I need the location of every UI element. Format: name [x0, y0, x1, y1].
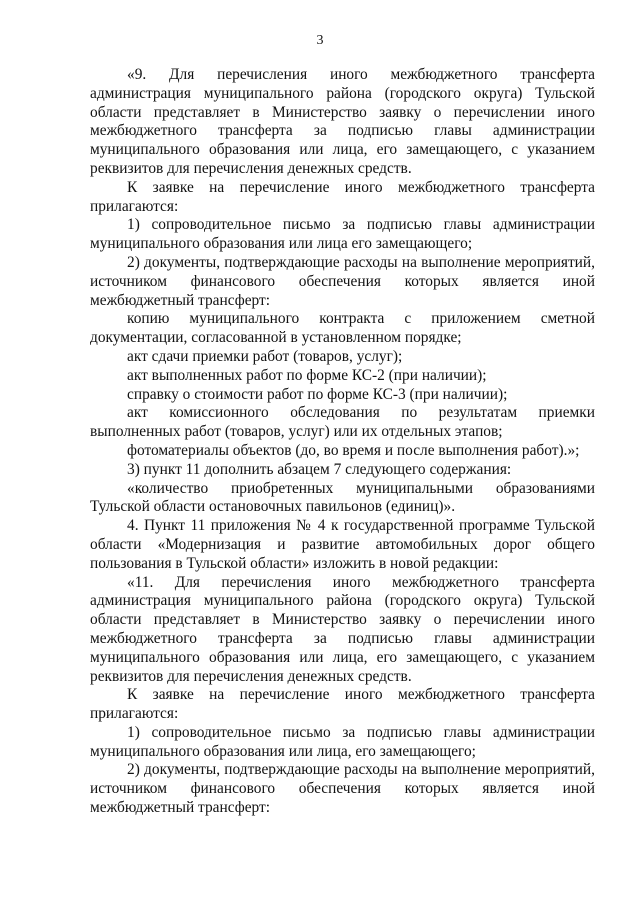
- paragraph: К заявке на перечисление иного межбюджетного трансферта прилагаются:: [90, 686, 595, 723]
- paragraph: 1) сопроводительное письмо за подписью главы администрации муниципального образования или лица, его замещающего;: [90, 723, 595, 760]
- paragraph: акт комиссионного обследования по результатам приемки выполненных работ (товаров, услуг) или их отдельных этапов;: [90, 404, 595, 441]
- paragraph: «11. Для перечисления иного межбюджетного трансферта администрация муниципального района (городского округа) Тульской области представляет в Министерство заявку о перечислении иного межбюджетного трансферта за подписью главы администрации муниципального образования или лица, его замещающего, с указанием реквизитов для перечисления денежных средств.: [90, 573, 595, 685]
- paragraph: копию муниципального контракта с приложением сметной документации, согласованной в установленном порядке;: [90, 310, 595, 347]
- paragraph: акт выполненных работ по форме КС-2 (при наличии);: [127, 366, 487, 384]
- paragraph: К заявке на перечисление иного межбюджетного трансферта прилагаются:: [90, 178, 595, 215]
- paragraph: «количество приобретенных муниципальными образованиями Тульской области остановочных павильонов (единиц)».: [90, 479, 595, 516]
- paragraph: 4. Пункт 11 приложения № 4 к государственной программе Тульской области «Модернизация и развитие автомобильных дорог общего пользования в Тульской области» изложить в новой редакции:: [90, 517, 595, 572]
- page-number: 3: [316, 33, 324, 48]
- paragraph: 2) документы, подтверждающие расходы на выполнение мероприятий, источником финансового обеспечения которых является иной межбюджетный трансферт:: [90, 253, 595, 309]
- paragraph: 3) пункт 11 дополнить абзацем 7 следующего содержания:: [127, 460, 512, 478]
- paragraph: «9. Для перечисления иного межбюджетного трансферта администрация муниципального района (городского округа) Тульской области представляет в Министерство заявку о перечислении иного межбюджетного трансферта за подписью главы администрации муниципального образования или лица, его замещающего, с указанием реквизитов для перечисления денежных средств.: [90, 66, 595, 177]
- paragraph: акт сдачи приемки работ (товаров, услуг);: [127, 347, 403, 365]
- document-body: [90, 66, 595, 818]
- paragraph: фотоматериалы объектов (до, во время и после выполнения работ).»;: [127, 441, 580, 459]
- paragraph: справку о стоимости работ по форме КС-3 (при наличии);: [127, 385, 508, 403]
- paragraph: 2) документы, подтверждающие расходы на выполнение мероприятий, источником финансового обеспечения которых является иной межбюджетный трансферт:: [90, 761, 595, 817]
- paragraph: 1) сопроводительное письмо за подписью главы администрации муниципального образования или лица его замещающего;: [90, 216, 595, 253]
